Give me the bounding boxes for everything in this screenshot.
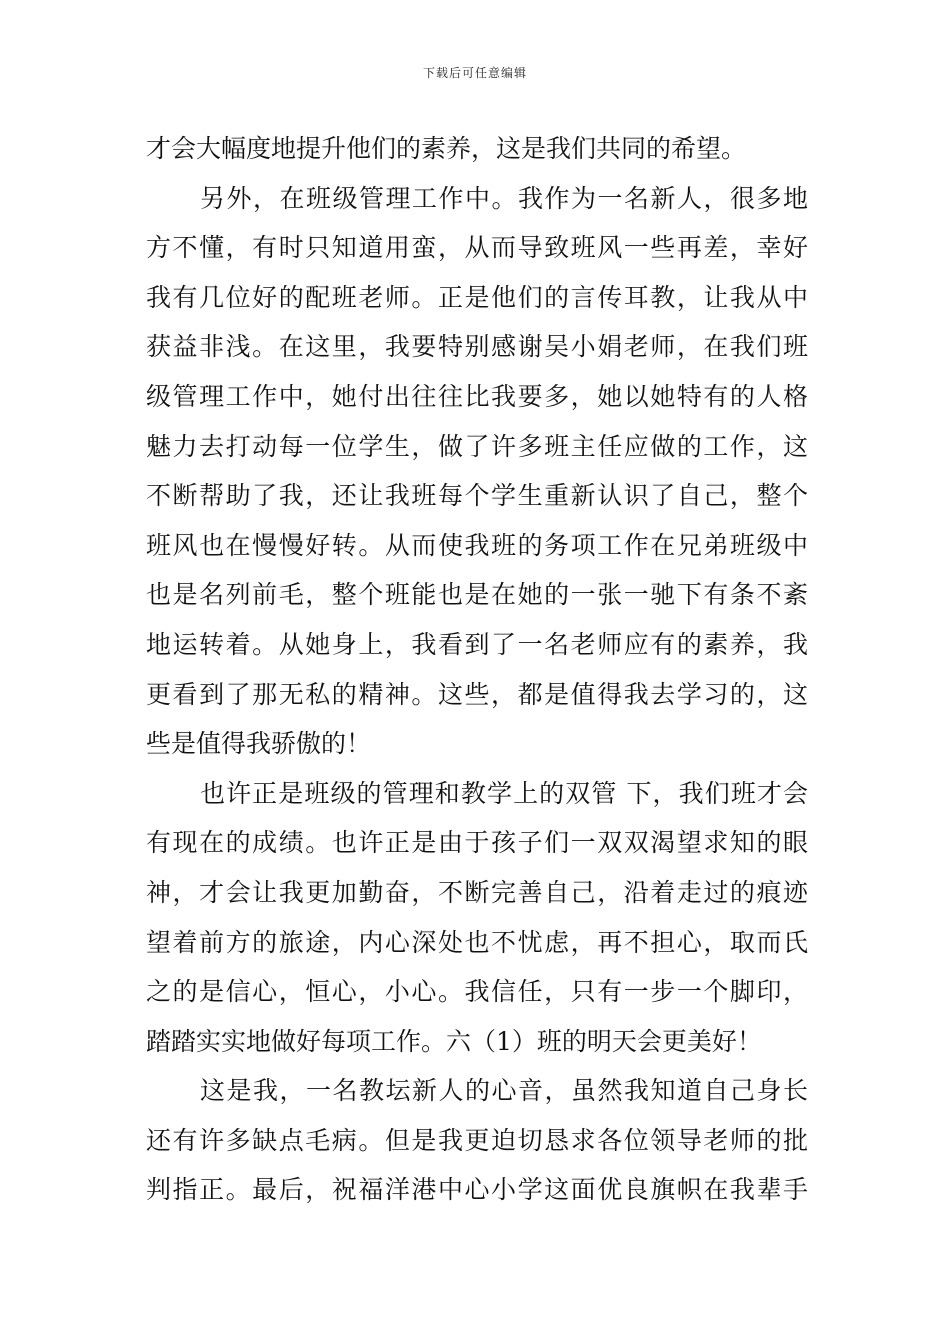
text-line: 神，才会让我更加勤奋，不断完善自己，沿着走过的痕迹	[146, 877, 808, 907]
paragraph-start-line: 也许正是班级的管理和教学上的双管 下，我们班才会	[200, 778, 808, 808]
page-header: 下载后可任意编辑	[422, 66, 527, 80]
text-line: 些是值得我骄傲的！	[146, 729, 372, 759]
text-line: 才会大幅度地提升他们的素养，这是我们共同的希望。	[146, 134, 747, 163]
paragraph-start-line: 另外，在班级管理工作中。我作为一名新人，很多地	[200, 183, 808, 213]
text-line: 也是名列前毛，整个班能也是在她的一张一驰下有条不紊	[146, 580, 808, 610]
paragraph-start-line: 这是我，一名教坛新人的心音，虽然我知道自己身长	[200, 1076, 808, 1106]
text-line: 方不懂，有时只知道用蛮，从而导致班风一些再差，幸好	[146, 233, 808, 263]
text-line: 望着前方的旅途，内心深处也不忧虑，再不担心，取而氏	[146, 927, 808, 957]
text-line: 不断帮助了我，还让我班每个学生重新认识了自己，整个	[146, 481, 808, 511]
text-line: 我有几位好的配班老师。正是他们的言传耳教，让我从中	[146, 282, 808, 312]
text-line: 还有许多缺点毛病。但是我更迫切恳求各位领导老师的批	[146, 1125, 808, 1155]
text-line: 魅力去打动每一位学生，做了许多班主任应做的工作，这	[146, 431, 808, 461]
text-line: 有现在的成绩。也许正是由于孩子们一双双渴望求知的眼	[146, 828, 808, 858]
text-line: 踏踏实实地做好每项工作。六（1）班的明天会更美好！	[146, 1026, 762, 1056]
text-line: 地运转着。从她身上，我看到了一名老师应有的素养，我	[146, 629, 808, 659]
text-line: 判指正。最后，祝福洋港中心小学这面优良旗帜在我辈手	[146, 1175, 808, 1205]
document-body	[146, 124, 808, 1215]
text-line: 获益非浅。在这里，我要特别感谢吴小娟老师，在我们班	[146, 332, 808, 362]
text-line: 级管理工作中，她付出往往比我要多，她以她特有的人格	[146, 381, 808, 411]
text-line: 更看到了那无私的精神。这些，都是值得我去学习的，这	[146, 679, 808, 709]
text-line: 班风也在慢慢好转。从而使我班的务项工作在兄弟班级中	[146, 530, 808, 560]
text-line: 之的是信心，恒心，小心。我信任，只有一步一个脚印，	[146, 977, 808, 1007]
